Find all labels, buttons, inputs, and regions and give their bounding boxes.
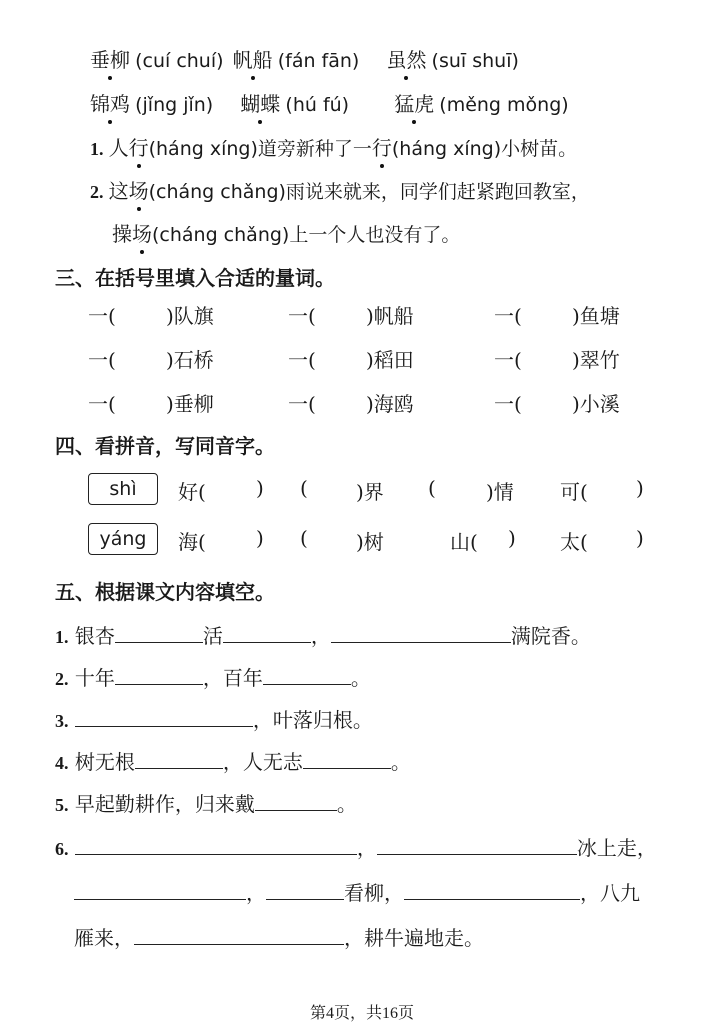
question-number: 1. <box>90 139 104 159</box>
fill-question-6-line-3 <box>74 922 484 951</box>
measure-word-noun: )帆船 <box>366 304 414 328</box>
fill-question-6-line-2 <box>74 877 640 906</box>
pinyin-options: (jǐng jǐn) <box>135 94 214 116</box>
measure-word-open: 一( <box>494 304 522 328</box>
answer-blank[interactable] <box>74 879 246 900</box>
section-5-heading: 五、根据课文内容填空。 <box>55 580 275 604</box>
homophone-part: ( <box>300 526 308 550</box>
text: (háng xíng)道旁新种了一 <box>148 138 372 160</box>
question-number: 3. <box>55 711 69 731</box>
dotted-char: 场 <box>132 218 152 247</box>
answer-blank[interactable] <box>404 879 580 900</box>
homophone-part: 海( <box>178 530 206 554</box>
question-number: 4. <box>55 753 69 773</box>
sentence-2 <box>90 175 590 204</box>
text: ，人无志 <box>222 750 303 774</box>
homophone-part: 可( <box>560 480 588 504</box>
question-number: 2. <box>90 182 104 202</box>
text: 看柳， <box>344 881 404 905</box>
question-number: 2. <box>55 669 69 689</box>
homophone-part: 太( <box>560 530 588 554</box>
text: 雁来， <box>74 926 134 950</box>
question-number: 1. <box>55 627 69 647</box>
dotted-char: 锦鸡 <box>90 88 130 117</box>
pinyin-options: (měng mǒng) <box>439 94 569 116</box>
answer-blank[interactable] <box>331 622 511 643</box>
answer-blank[interactable] <box>303 748 391 769</box>
homophone-part: ( <box>300 476 308 500</box>
measure-word-open: 一( <box>288 348 316 372</box>
answer-blank[interactable] <box>115 664 203 685</box>
answer-blank[interactable] <box>263 664 351 685</box>
measure-word-noun: )小溪 <box>572 392 620 416</box>
text: ，百年 <box>202 666 263 690</box>
text: ，耕牛遍地走。 <box>344 926 484 950</box>
text: 早起勤耕作，归来戴 <box>74 792 255 816</box>
homophone-part: ) <box>508 526 516 550</box>
answer-blank[interactable] <box>223 622 311 643</box>
measure-word-open: 一( <box>88 348 116 372</box>
text: 树无根 <box>74 750 135 774</box>
question-number: 5. <box>55 795 69 815</box>
text: ， <box>310 624 331 648</box>
answer-blank[interactable] <box>75 706 253 727</box>
sentence-2-cont <box>112 218 460 247</box>
text: 银杏 <box>74 624 115 648</box>
measure-word-open: 一( <box>494 348 522 372</box>
fill-question-4 <box>55 746 411 775</box>
measure-word-open: 一( <box>494 392 522 416</box>
answer-blank[interactable] <box>135 748 223 769</box>
dotted-char: 行 <box>372 132 392 161</box>
measure-word-noun: )翠竹 <box>572 348 620 372</box>
text: 。 <box>390 750 411 774</box>
measure-word-open: 一( <box>88 304 116 328</box>
measure-word-noun: )稻田 <box>366 348 414 372</box>
text: 活 <box>202 624 223 648</box>
text: 这 <box>108 179 129 203</box>
text: 冰上走， <box>576 836 657 860</box>
text: 十年 <box>74 666 115 690</box>
text: 人 <box>108 136 129 160</box>
section-4-heading: 四、看拼音，写同音字。 <box>55 434 275 458</box>
fill-question-2 <box>55 662 371 691</box>
fill-question-6 <box>55 832 657 861</box>
pinyin-options: (cuí chuí) <box>135 50 224 72</box>
measure-word-noun: )鱼塘 <box>572 304 620 328</box>
answer-blank[interactable] <box>115 622 203 643</box>
text: 。 <box>350 666 371 690</box>
pinyin-row-2 <box>90 88 569 117</box>
answer-blank[interactable] <box>75 834 357 855</box>
homophone-part: 山( <box>450 530 478 554</box>
text: ，八九 <box>580 881 640 905</box>
text: 操 <box>112 222 132 246</box>
homophone-part: )界 <box>356 480 384 504</box>
answer-blank[interactable] <box>266 879 344 900</box>
text: (cháng chǎng)上一个人也没有了。 <box>152 224 461 246</box>
measure-word-open: 一( <box>88 392 116 416</box>
fill-question-3 <box>55 704 373 733</box>
homophone-part: ) <box>256 476 264 500</box>
pinyin-box: shì <box>88 473 158 505</box>
pinyin-row-1 <box>90 44 519 73</box>
dotted-char: 垂柳 <box>90 44 130 73</box>
dotted-char: 蝴蝶 <box>240 88 280 117</box>
fill-question-1 <box>55 620 591 649</box>
pinyin-options: (suī shuī) <box>431 50 519 72</box>
measure-word-noun: )海鸥 <box>366 392 414 416</box>
measure-word-noun: )队旗 <box>166 304 214 328</box>
text: ， <box>246 881 266 905</box>
homophone-part: )树 <box>356 530 384 554</box>
text: ，叶落归根。 <box>252 708 373 732</box>
text: 。 <box>336 792 357 816</box>
question-number: 6. <box>55 839 69 859</box>
answer-blank[interactable] <box>134 924 344 945</box>
dotted-char: 场 <box>129 175 149 204</box>
pinyin-options: (fán fān) <box>277 50 360 72</box>
dotted-char: 行 <box>129 132 149 161</box>
answer-blank[interactable] <box>377 834 577 855</box>
text: ， <box>356 836 377 860</box>
page-footer: 第4页，共16页 <box>309 1005 414 1022</box>
measure-word-open: 一( <box>288 392 316 416</box>
homophone-part: 好( <box>178 480 206 504</box>
fill-question-5 <box>55 788 357 817</box>
section-3-heading: 三、在括号里填入合适的量词。 <box>55 266 335 290</box>
text: 满院香。 <box>510 624 591 648</box>
measure-word-noun: )垂柳 <box>166 392 214 416</box>
measure-word-open: 一( <box>288 304 316 328</box>
homophone-part: ) <box>256 526 264 550</box>
homophone-part: ( <box>428 476 436 500</box>
text: (háng xíng)小树苗。 <box>391 138 578 160</box>
homophone-part: ) <box>636 476 644 500</box>
homophone-part: )情 <box>486 480 514 504</box>
pinyin-options: (hú fú) <box>285 94 350 116</box>
sentence-1 <box>90 132 577 161</box>
answer-blank[interactable] <box>255 790 337 811</box>
dotted-char: 猛虎 <box>394 88 434 117</box>
homophone-part: ) <box>636 526 644 550</box>
measure-word-noun: )石桥 <box>166 348 214 372</box>
text: (cháng chǎng)雨说来就来，同学们赶紧跑回教室， <box>148 181 590 203</box>
dotted-char: 虽然 <box>386 44 426 73</box>
dotted-char: 帆船 <box>233 44 273 73</box>
pinyin-box: yáng <box>88 523 158 555</box>
